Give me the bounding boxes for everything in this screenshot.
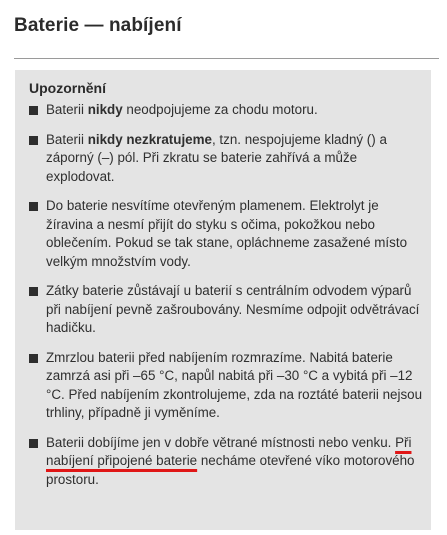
square-bullet-icon: [29, 439, 38, 448]
page-title: Baterie — nabíjení: [14, 15, 182, 36]
warning-box: [15, 70, 431, 530]
warning-item-text: Zmrzlou baterii před nabíjením rozmrazíme. Nabitá baterie zamrzá asi při –65 °C, napůl nabitá při –30 °C a vybitá při –12 °C. Před nabíjením zkontrolujeme, zda na roztáté baterii nejsou trhliny, případně ji vyměníme.: [46, 349, 423, 420]
title-divider: [14, 58, 439, 59]
warning-item-text: necháme otevřené víko motorového prostoru.: [46, 453, 415, 487]
square-bullet-icon: [29, 202, 38, 211]
warning-item-text: Do baterie nesvítíme otevřeným plamenem. Elektrolyt je žíravina a nesmí přijít do styku s očima, pokožkou nebo oblečením. Pokud se tak stane, opláchneme zasažené místo velkým množstvím vody.: [46, 198, 408, 269]
warning-item-text: Baterii dobíjíme jen v dobře větrané místnosti nebo venku.: [46, 434, 396, 450]
warning-item-text: , tzn. nespojujeme kladný () a záporný (–) pól. Při zkratu se baterie zahřívá a může explodovat.: [46, 131, 387, 184]
square-bullet-icon: [29, 287, 38, 296]
square-bullet-icon: [29, 136, 38, 145]
warning-item-2: [29, 131, 425, 187]
warning-heading: Upozornění: [29, 80, 106, 96]
red-underlined-phrase: Při nabíjení připojené baterie: [46, 434, 412, 468]
warning-item-text: neodpojujeme za chodu motoru.: [122, 102, 318, 117]
warning-item-text: Baterii: [46, 102, 88, 117]
warning-item-6: [29, 434, 425, 490]
warning-item-text: Zátky baterie zůstávají u baterií s centrálním odvodem výparů při nabíjení pevně zašroubovány. Nesmíme odpojit odvětrávací hadičku.: [46, 283, 420, 335]
warning-item-emphasis: nikdy nezkratujeme: [87, 131, 212, 147]
warning-item-1: [29, 101, 425, 120]
warning-item-3: [29, 197, 425, 271]
warning-item-text: Baterii: [46, 131, 88, 147]
warning-item-emphasis: nikdy: [87, 102, 123, 117]
warning-item-5: [29, 349, 425, 423]
warning-item-4: [29, 282, 425, 338]
warning-list: [29, 101, 425, 489]
square-bullet-icon: [29, 106, 38, 115]
square-bullet-icon: [29, 354, 38, 363]
